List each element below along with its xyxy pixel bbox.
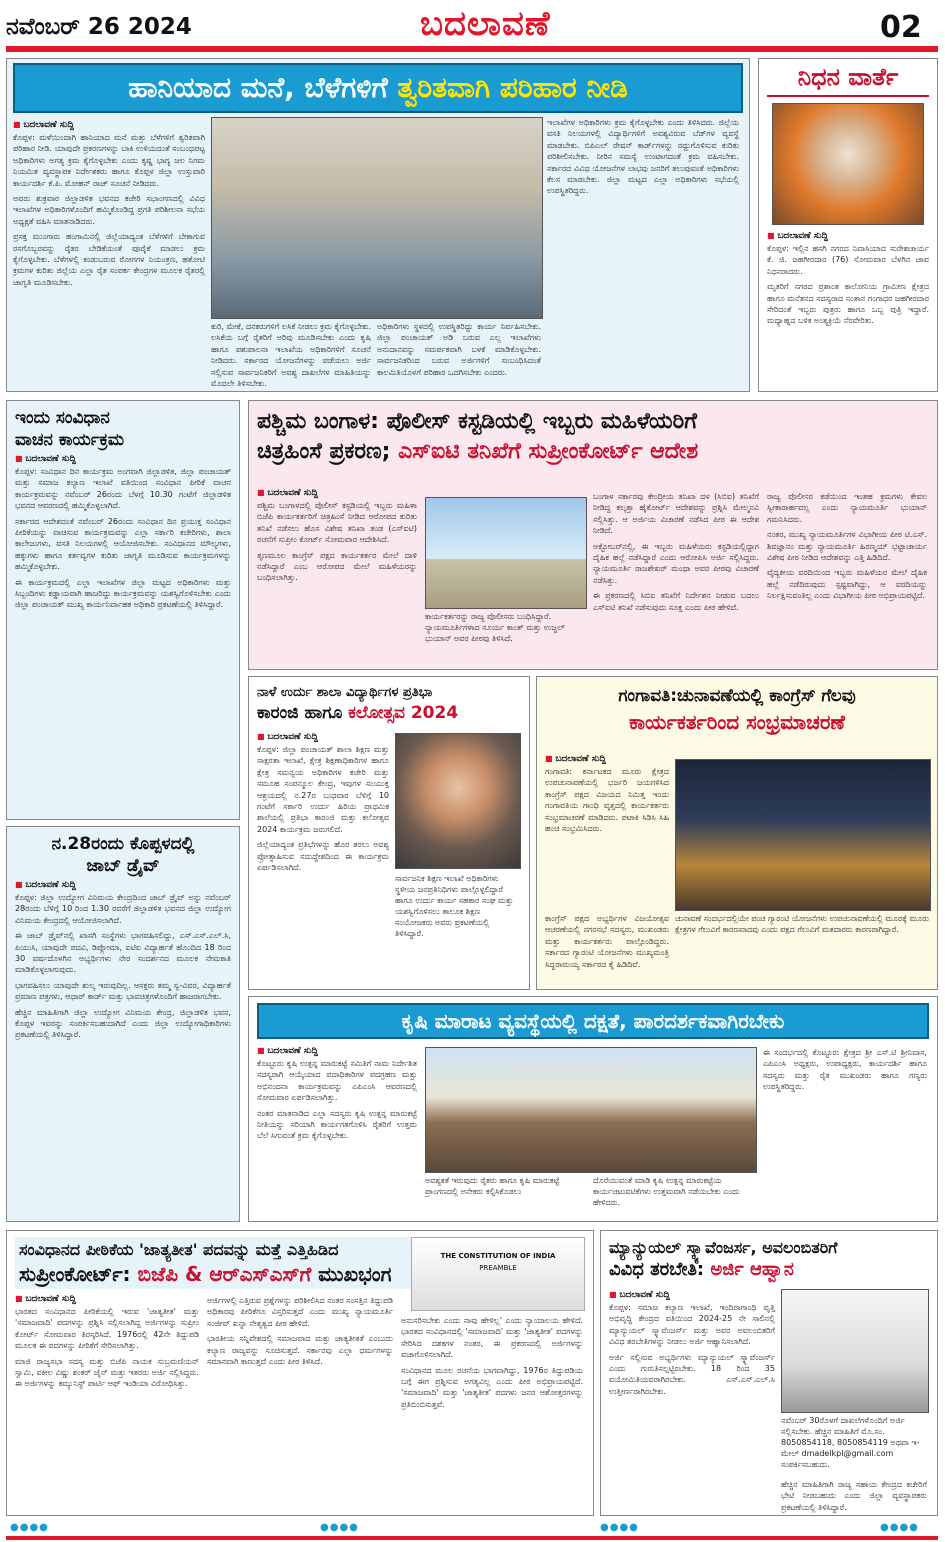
article-body: ಬಂಗಾಳ ಸರ್ಕಾರವು ಕೇಂದ್ರೀಯ ತನಿಖಾ ದಳ (ಸಿಬಿಐ) ತನಿಖೆಗೆ ನೀಡಿದ್ದ ಕಲ್ಕತ್ತಾ ಹೈಕೋರ್ಟ್ ಆದೇಶವನ್ನು ಪ್ರಶ್ನಿಸಿ ಮೇಲ್ಮನವಿ ಸಲ್ಲಿಸಿತ್ತು. ಆ ಅರ್ಜಿಯ ವಿಚಾರಣೆ ನಡೆಸಿದ ಪೀಠ ಈ ಆದೇಶ ನೀಡಿದೆ. — [593, 492, 759, 536]
preamble-image-heading: THE CONSTITUTION OF INDIA — [440, 1252, 556, 1260]
article-manual-scavengers — [600, 1230, 938, 1516]
gangavathi-headline: ಗಂಗಾವತಿ:ಚುನಾವಣೆಯಲ್ಲಿ ಕಾಂಗ್ರೆಸ್ ಗೆಲವು ಕಾರ್ಯಕರ್ತರಿಂದ ಸಂಭ್ರಮಾಚರಣೆ — [618, 686, 856, 734]
agri-meeting-photo — [425, 1047, 757, 1173]
article-body: ಈ ಜಾಬ್ ಡ್ರೈವ್‌ನಲ್ಲಿ ಖಾಸಗಿ ಸಂಸ್ಥೆಗಳು ಭಾಗವಹಿಸಲಿದ್ದು, ಎಸ್.ಎಸ್.ಎಲ್.ಸಿ, ಪಿಯುಸಿ, ಯಾವುದೇ ಪದವಿ, ಡಿಪ್ಲೋಮಾ, ಐಟಿಐ ವಿದ್ಯಾರ್ಹತೆ ಹೊಂದಿದ 18 ರಿಂದ 30 ವರ್ಷದೊಳಗಿನ ಅಭ್ಯರ್ಥಿಗಳು ನೇರ ಸಂದರ್ಶನದ ಮೂಲಕ ನೇಮಕಾತಿ ಮಾಡಿಕೊಳ್ಳಲಾಗುವುದು. — [15, 931, 231, 975]
footer-rule — [6, 1536, 938, 1540]
byline: ■ ಬದಲಾವಣೆ ಸುದ್ದಿ — [257, 1046, 417, 1056]
photo-caption: ನವೆಂಬರ್ 30ರೊಳಗೆ ದಾಖಲೆಗಳೊಂದಿಗೆ ಅರ್ಜಿ ಸಲ್ಲಿಸಬೇಕು. ಹೆಚ್ಚಿನ ಮಾಹಿತಿಗೆ ಮೊ.ಸಂ. 8050854118, 8050854119 ಅಥವಾ ಇ-ಮೇಲ್ dmadelkpl@gmail.com ಸಂಪರ್ಕಿಸಬಹುದು. — [781, 1416, 920, 1469]
byline: ■ ಬದಲಾವಣೆ ಸುದ್ದಿ — [15, 880, 231, 890]
article-body: ಈ ಸಂದರ್ಭದಲ್ಲಿ ಕೊಟ್ಟೂರು ಕ್ಷೇತ್ರದ ಶ್ರೀ ಎಸ್.ಟಿ ಶ್ರೀನಿವಾಸ, ಎಪಿಎಂಸಿ ಅಧ್ಯಕ್ಷರು, ಉಪಾಧ್ಯಕ್ಷರು, ಕಾರ್ಯದರ್ಶಿ ಹಾಗೂ ಸದಸ್ಯರು ಮತ್ತು ರೈತ ಮುಖಂಡರು ಹಾಗೂ ಗಣ್ಯರು ಉಪಸ್ಥಿತರಿದ್ದರು. — [763, 1048, 927, 1092]
article-constitution-reading — [6, 400, 240, 820]
article-body: ಇಲಾಖೆಗಳ ಅಧಿಕಾರಿಗಳು ಕ್ರಮ ಕೈಗೊಳ್ಳಬೇಕು ಎಂದು ತಿಳಿಸಿದರು. ಜಿಲ್ಲೆಯ ವಸತಿ ನಿಲಯಗಳಲ್ಲಿ ವಿದ್ಯಾರ್ಥಿಗಳಿಗೆ ಅವಶ್ಯವಿರುವ ಬೆಡ್‌ಗಳ ವ್ಯವಸ್ಥೆ ಮಾಡಬೇಕು. ಬಿಪಿಎಲ್ ರೇಷನ್ ಕಾರ್ಡ್‌ಗಳನ್ನು ರದ್ದುಗೊಳಿಸುವ ಕುರಿತು ಪರಿಶೀಲಿಸಬೇಕು. ನೀರಿನ ಸಮಸ್ಯೆ ಉಂಟಾಗದಂತೆ ಕ್ರಮ ವಹಿಸಬೇಕು. ಸರ್ಕಾರದ ವಿವಿಧ ಯೋಜನೆಗಳ ಲಾಭವು ಜನರಿಗೆ ತಲುಪುವಂತೆ ಅಧಿಕಾರಿಗಳು ಕೆಲಸ ಮಾಡಬೇಕು. ಜಿಲ್ಲಾ ಮಟ್ಟದ ಎಲ್ಲಾ ಅಧಿಕಾರಿಗಳು ಸಭೆಯಲ್ಲಿ ಉಪಸ್ಥಿತರಿದ್ದರು. — [547, 118, 739, 196]
article-body: ಮಾಜಿ ರಾಜ್ಯಸಭಾ ಸದಸ್ಯ ಮತ್ತು ಬಿಜೆಪಿ ನಾಯಕ ಸುಬ್ರಮಣಿಯನ್ ಸ್ವಾಮಿ, ವಕೀಲ ವಿಷ್ಣು ಶಂಕರ್ ಜೈನ್ ಮತ್ತು ಇತರರು ಅರ್ಜಿ ಸಲ್ಲಿಸಿದ್ದರು. ಈ ಅರ್ಜಿಗಳನ್ನು ಕಮ್ಯುನಿಸ್ಟ್ ಪಾರ್ಟಿ ಆಫ್ ಇಂಡಿಯಾ ವಿರೋಧಿಸಿತ್ತು. — [15, 1356, 199, 1389]
footer-dots-center: ●●●● — [320, 1522, 359, 1533]
article-compensation — [6, 58, 750, 392]
obituary-photo — [772, 103, 924, 225]
obituary — [758, 58, 938, 392]
byline: ■ ಬದಲಾವಣೆ ಸುದ್ದಿ — [609, 1290, 775, 1300]
article-body: ಕೊಪ್ಪಳ: ಸಮಾಜ ಕಲ್ಯಾಣ ಇಲಾಖೆ, ಇಂದಿರಾಗಾಂಧಿ ವೃತ್ತಿ ಅಭಿವೃದ್ಧಿ ಕೇಂದ್ರದ ವತಿಯಿಂದ 2024-25 ನೇ ಸಾಲಿನಲ್ಲಿ ಮ್ಯಾನ್ಯುಯಲ್ ಸ್ಕ್ಯಾವೆಂಜರ್ಸ್ ಮತ್ತು ಅವರ ಅವಲಂಬಿತರಿಗೆ ವಿವಿಧ ತರಬೇತಿಗಳನ್ನು ನೀಡಲು ಅರ್ಜಿ ಆಹ್ವಾನಿಸಲಾಗಿದೆ. — [609, 1303, 775, 1347]
article-body: ನಂತರ, ಮುಖ್ಯ ನ್ಯಾಯಮೂರ್ತಿಗಳ ವಿಭಾಗೀಯ ಪೀಠ ಟಿ.ಎಸ್. ಶಿವಜ್ಞಾನಂ ಮತ್ತು ನ್ಯಾಯಮೂರ್ತಿ ಹಿರಣ್ಮಯ್ ಭಟ್ಟಾಚಾರ್ಯ ವಿಶೇಷ ಪೀಠ ನೀಡಿದ ಆದೇಶವನ್ನು ಎತ್ತಿ ಹಿಡಿದಿದೆ. — [767, 530, 927, 563]
article-body: ಅನುಸರಿಸಬೇಕು ಎಂದು ನಾವು ಹೇಳಿಲ್ಲ' ಎಂದು ನ್ಯಾಯಾಲಯ ಹೇಳಿದೆ. ಭಾರತದ ಸಂವಿಧಾನದಲ್ಲಿ 'ಸಮಾಜವಾದಿ' ಮತ್ತು 'ಜಾತ್ಯತೀತ' ಪದಗಳನ್ನು ಸೇರಿಸಿದ ದಶಕಗಳ ನಂತರ, ಈ ಪ್ರಕರಣದಲ್ಲಿ ಅರ್ಜಿಗಳನ್ನು ವಜಾಗೊಳಿಸಲಾಗಿದೆ. — [401, 1316, 583, 1360]
constitution-preamble-image — [411, 1237, 585, 1311]
byline: ■ ಬದಲಾವಣೆ ಸುದ್ದಿ — [257, 732, 389, 742]
preamble-image-subheading: PREAMBLE — [479, 1264, 517, 1272]
article-compensation-headline: ಹಾನಿಯಾದ ಮನೆ, ಬೆಳೆಗಳಿಗೆ ತ್ವರಿತವಾಗಿ ಪರಿಹಾರ ನೀಡಿ — [13, 63, 743, 113]
photo-caption: ಅವಶ್ಯಕತೆ ಇರುವುದು ರೈತರು ಹಾಗೂ ಕೃಷಿ ಮಾರುಕಟ್ಟೆ ಪ್ರಾಂಗಣದಲ್ಲಿ ಅನೇಕರು ಕಲ್ಪಿಸಿಕೊಡಲು — [425, 1176, 560, 1196]
agri-market-headline: ಕೃಷಿ ಮಾರಾಟ ವ್ಯವಸ್ಥೆಯಲ್ಲಿ ದಕ್ಷತೆ, ಪಾರದರ್ಶಕವಾಗಿರಬೇಕು — [257, 1003, 929, 1039]
article-body: ಹೆಚ್ಚಿನ ಮಾಹಿತಿಗಾಗಿ ರಾಜ್ಯ ಸಹಾಯ ಕೇಂದ್ರದ ಕಚೇರಿಗೆ ಭೇಟಿ ನೀಡಬಹುದು ಎಂದು ಜಿಲ್ಲಾ ವ್ಯವಸ್ಥಾಪಕರು ಪ್ರಕಟಣೆಯಲ್ಲಿ ತಿಳಿಸಿದ್ದಾರೆ. — [781, 1480, 927, 1512]
article-body: ಭಾಗವಹಿಸಲು ಯಾವುದೇ ಶುಲ್ಕ ಇರುವುದಿಲ್ಲ. ಆಸಕ್ತರು ತಮ್ಮ ಸ್ವ-ವಿವರ, ವಿದ್ಯಾರ್ಹತೆ ಪ್ರಮಾಣ ಪತ್ರಗಳು, ಆಧಾರ್ ಕಾರ್ಡ್ ಮತ್ತು ಭಾವಚಿತ್ರಗಳೊಂದಿಗೆ ಹಾಜರಾಗಬೇಕು. — [15, 980, 231, 1002]
secular-verdict-headline: ಸಂವಿಧಾನದ ಪೀಠಿಕೆಯ 'ಜಾತ್ಯತೀತ' ಪದವನ್ನು ಮತ್ತೆ ಎತ್ತಿಹಿಡಿದ ಸುಪ್ರೀಂಕೋರ್ಟ್: ಬಿಜೆಪಿ & ಆರ್‌ಎಸ್‌ಎಸ್‌ಗೆ ಮುಖಭಂಗ — [15, 1237, 415, 1289]
masthead-title: ಬದಲಾವಣೆ — [420, 4, 551, 44]
issue-date: ನವೆಂಬರ್ 26 2024 — [6, 14, 192, 40]
article-body: ತೃಣಮೂಲ ಕಾಂಗ್ರೆಸ್ ಪಕ್ಷದ ಕಾರ್ಯಕರ್ತರ ಮೇಲೆ ದಾಳಿ ನಡೆಸಿದ್ದಾರೆ ಎಂಬ ಆರೋಪದ ಮೇಲೆ ಮಹಿಳೆಯರನ್ನು ಬಂಧಿಸಲಾಗಿತ್ತು. — [257, 550, 417, 583]
west-bengal-headline: ಪಶ್ಚಿಮ ಬಂಗಾಳ: ಪೊಲೀಸ್ ಕಸ್ಟಡಿಯಲ್ಲಿ ಇಬ್ಬರು ಮಹಿಳೆಯರಿಗೆ ಚಿತ್ರಹಿಂಸೆ ಪ್ರಕರಣ; ಎಸ್‌ಐಟಿ ತನಿಖೆಗೆ ಸುಪ್ರೀಂಕೋರ್ಟ್ ಆದೇಶ — [257, 409, 699, 464]
article-secular-verdict — [6, 1230, 594, 1516]
article-body: ಕಾಂಗ್ರೆಸ್ ಪಕ್ಷದ ಅಭ್ಯರ್ಥಿಗಳ ವಿಜಯೋತ್ಸವ ಆಚರಣೆಯಲ್ಲಿ ನಗರಸಭೆ ಸದಸ್ಯರು, ಮುಖಂಡರು ಮತ್ತು ಕಾರ್ಯಕರ್ತರು ಪಾಲ್ಗೊಂಡಿದ್ದರು. ಸರ್ಕಾರದ ಗ್ಯಾರಂಟಿ ಯೋಜನೆಗಳು ಮುಖ್ಯಮಂತ್ರಿ ಸಿದ್ದರಾಮಯ್ಯ ಸರ್ಕಾರದ ಕೈ ಹಿಡಿದಿವೆ. — [545, 914, 669, 969]
article-body: ಅರ್ಜಿ ಸಲ್ಲಿಸುವ ಅಭ್ಯರ್ಥಿಗಳು ಮ್ಯಾನ್ಯುಯಲ್ ಸ್ಕ್ಯಾವೆಂಜರ್ಸ್ ಎಂದು ಗುರುತಿಸಲ್ಪಟ್ಟಿರಬೇಕು. 18 ರಿಂದ 35 ವಯೋಮಿತಿಯವರಾಗಿರಬೇಕು. ಎಸ್.ಎಸ್.ಎಲ್.ಸಿ ಉತ್ತೀರ್ಣರಾಗಿರಬೇಕು. — [609, 1352, 775, 1396]
obituary-heading: ನಿಧನ ವಾರ್ತೆ — [767, 63, 929, 97]
article-gangavathi — [536, 676, 938, 990]
job-drive-headline: ನ.28ರಂದು ಕೊಪ್ಪಳದಲ್ಲಿ ಜಾಬ್ ಡ್ರೈವ್ — [51, 834, 195, 876]
supreme-court-photo — [425, 497, 587, 609]
meeting-photo — [211, 117, 543, 319]
article-body: ಹೆಚ್ಚಿನ ಮಾಹಿತಿಗಾಗಿ ಜಿಲ್ಲಾ ಉದ್ಯೋಗ ವಿನಿಮಯ ಕೇಂದ್ರ, ಜಿಲ್ಲಾಡಳಿತ ಭವನ, ಕೊಪ್ಪಳ ಇವರನ್ನು ಸಂಪರ್ಕಿಸಬಹುದಾಗಿದೆ ಎಂದು ಜಿಲ್ಲಾ ಉದ್ಯೋಗಾಧಿಕಾರಿಗಳು ಪ್ರಕಟಣೆಯಲ್ಲಿ ತಿಳಿಸಿದ್ದಾರೆ. — [15, 1007, 231, 1040]
footer-dots-left: ●●●● — [10, 1522, 49, 1533]
article-body: ಕೊಪ್ಪಳ: ಮಳೆಯಿಂದಾಗಿ ಹಾನಿಯಾದ ಮನೆ ಮತ್ತು ಬೆಳೆಗಳಿಗೆ ತ್ವರಿತವಾಗಿ ಪರಿಹಾರ ನೀಡಿ. ಯಾವುದೇ ಪ್ರಕರಣಗಳನ್ನು ಬಾಕಿ ಉಳಿಯದಂತೆ ಸಂಬಂಧಪಟ್ಟ ಅಧಿಕಾರಿಗಳು ಅಗತ್ಯ ಕ್ರಮ ಕೈಗೊಳ್ಳಬೇಕು ಎಂದು ಕೃಷ್ಣ ಭಾಗ್ಯ ಜಲ ನಿಗಮ ನಿಯಮಿತ ವ್ಯವಸ್ಥಾಪಕ ನಿರ್ದೇಶಕರು ಹಾಗೂ ಕೊಪ್ಪಳ ಜಿಲ್ಲಾ ಉಸ್ತುವಾರಿ ಕಾರ್ಯದರ್ಶಿ ಕೆ.ಪಿ. ಮೋಹನ್ ರಾಜ್ ಸೂಚನೆ ನೀಡಿದರು. ಅವರು ಶುಕ್ರವಾರ ಜಿಲ್ಲಾಡಳಿತ ಭವನದ ಕಚೇರಿ ಸಭಾಂಗಣದಲ್ಲಿ ವಿವಿಧ ಇಲಾಖೆಗಳ ಅಧಿಕಾರಿಗಳೊಂದಿಗೆ ಹಮ್ಮಿಕೊಂಡಿದ್ದ ಪ್ರಗತಿ ಪರಿಶೀಲನಾ ಸಭೆಯ ಅಧ್ಯಕ್ಷತೆ ವಹಿಸಿ ಮಾತನಾಡಿದರು. ಪ್ರಸಕ್ತ ಮುಂಗಾರು ಹಂಗಾಮಿನಲ್ಲಿ ಜಿಲ್ಲೆಯಾದ್ಯಂತ ಬೆಳೆಗಳಿಗೆ ಬೇಕಾಗುವ ರಸಗೊಬ್ಬರವನ್ನು ರೈತರ ಬೇಡಿಕೆಯಂತೆ ಪೂರೈಕೆ ಮಾಡಲು ಕ್ರಮ ಕೈಗೊಳ್ಳಬೇಕು. ಬೆಳೆಗಳಲ್ಲಿ ಕಂಡುಬರುವ ರೋಗಗಳ ನಿಯಂತ್ರಣ, ಹತೋಟಿ ಕ್ರಮಗಳ ಕುರಿತು ಜಿಲ್ಲೆಯ ಎಲ್ಲಾ ರೈತ ಸಂಪರ್ಕ ಕೇಂದ್ರಗಳ ಮೂಲಕ ರೈತರಲ್ಲಿ ಜಾಗೃತಿ ಮೂಡಿಸಬೇಕು. — [13, 133, 205, 287]
article-body: ಅಧಿಕಾರಿಗಳು ಸ್ಥಳದಲ್ಲಿ ಉಪಸ್ಥಿತರಿದ್ದು ಕಾರ್ಯ ನಿರ್ವಹಿಸಬೇಕು. ಜಿಲ್ಲಾ ಪಂಚಾಯತ್ ಅಡಿ ಬರುವ ಎಲ್ಲ ಇಲಾಖೆಗಳು ಅನುದಾನವನ್ನು ಸಮರ್ಪಕವಾಗಿ ಬಳಕೆ ಮಾಡಿಕೊಳ್ಳಬೇಕು. ಸಾರ್ವಜನಿಕರಿಂದ ಬರುವ ಅರ್ಜಿಗಳಿಗೆ ಸಂಬಂಧಿಸಿದಂತೆ ಕಾಲಮಿತಿಯೊಳಗೆ ಪರಿಹಾರ ಒದಗಿಸಬೇಕು ಎಂದರು. — [377, 322, 541, 377]
article-body: ರಾಜ್ಯ ಪೊಲೀಸರ ಕಡೆಯಿಂದ ಇಂತಹ ಕ್ರಮಗಳು ಕೇವಲ ಸ್ವೀಕಾರಾರ್ಹವಲ್ಲ ಎಂದು ನ್ಯಾಯಮೂರ್ತಿ ಭುಯಾನ್ ಗಮನಿಸಿದರು. — [767, 492, 927, 524]
article-body: ಗಂಗಾವತಿ: ಕರ್ನಾಟಕದ ಮೂರು ಕ್ಷೇತ್ರದ ಉಪಚುನಾವಣೆಯಲ್ಲಿ ಭರ್ಜರಿ ಜಯಗಳಿಸಿದ ಕಾಂಗ್ರೆಸ್ ಪಕ್ಷದ ವಿಜಯದ ನಿಮಿತ್ತ ಇಂದು ಗಂಗಾವತಿಯ ಗಾಂಧಿ ವೃತ್ತದಲ್ಲಿ ಕಾರ್ಯಕರ್ತರು ಸಂಭ್ರಮಾಚರಣೆ ಮಾಡಿದರು. ಪಟಾಕಿ ಸಿಡಿಸಿ ಸಿಹಿ ಹಂಚಿ ಸಂಭ್ರಮಿಸಿದರು. — [545, 767, 669, 834]
article-body: ನಂತರ ಮಾತನಾಡಿದ ಎಲ್ಲಾ ಸದಸ್ಯರು ಕೃಷಿ ಉತ್ಪನ್ನ ಮಾರುಕಟ್ಟೆ ನೀತಿಯನ್ನು ಸರಿಯಾಗಿ ಕಾರ್ಯಗತಗೊಳಿಸಿ ರೈತರಿಗೆ ಉತ್ತಮ ಬೆಲೆ ಸಿಗುವಂತೆ ಕ್ರಮ ಕೈಗೊಳ್ಳಬೇಕು. — [257, 1108, 417, 1141]
person-photo — [395, 733, 521, 869]
article-job-drive — [6, 826, 240, 1222]
byline: ■ ಬದಲಾವಣೆ ಸುದ್ದಿ — [15, 1294, 199, 1304]
scavenger-illustration — [781, 1289, 929, 1413]
article-body: ಕೊಪ್ಪಳ: ಜಿಲ್ಲಾ ಉದ್ಯೋಗ ವಿನಿಮಯ ಕೇಂದ್ರದಿಂದ ಜಾಬ್ ಡ್ರೈವ್ ಅನ್ನು ನವೆಂಬರ್ 28ರಂದು ಬೆಳಿಗ್ಗೆ 10 ರಿಂದ 1.30 ರವರೆಗೆ ಜಿಲ್ಲಾಡಳಿತ ಭವನದ ಜಿಲ್ಲಾ ಉದ್ಯೋಗ ವಿನಿಮಯ ಕೇಂದ್ರದಲ್ಲಿ ಆಯೋಜಿಸಲಾಗಿದೆ. — [15, 893, 231, 925]
byline: ■ ಬದಲಾವಣೆ ಸುದ್ದಿ — [767, 231, 929, 241]
article-body: ಜಿಲ್ಲೆಯಾದ್ಯಂತ ಪ್ರತಿಭೆಗಳನ್ನು ಹೊರ ತರಲು ಅವಶ್ಯ ಪ್ರೋತ್ಸಾಹಿಸುವ ಸದುದ್ದೇಶದಿಂದ ಈ ಕಾರ್ಯಕ್ರಮ ಏರ್ಪಡಿಸಲಾಗಿದೆ. — [257, 840, 389, 873]
article-agri-market — [248, 996, 938, 1222]
article-body: ಅರ್ಜಿಗಳಲ್ಲಿ ಎತ್ತಿರುವ ಪ್ರಶ್ನೆಗಳನ್ನು ಪರಿಶೀಲಿಸಿದ ನಂತರ ಸಂಸತ್ತಿನ ತಿದ್ದುಪಡಿ ಅಧಿಕಾರವು ಪೀಠಿಕೆಗೂ ವಿಸ್ತರಿಸುತ್ತದೆ ಎಂದು ಮುಖ್ಯ ನ್ಯಾಯಮೂರ್ತಿ ಸಂಜೀವ್ ಖನ್ನಾ ನೇತೃತ್ವದ ಪೀಠ ಹೇಳಿದೆ. — [207, 1296, 394, 1328]
article-body: ಸರ್ಕಾರದ ಆದೇಶದಂತೆ ನವೆಂಬರ್ 26ರಂದು ಸಂವಿಧಾನ ದಿನ ಪ್ರಯುಕ್ತ ಸಂವಿಧಾನ ಪೀಠಿಕೆಯನ್ನು ವಾಚಿಸುವ ಕಾರ್ಯಕ್ರಮವನ್ನು ಎಲ್ಲಾ ಸರ್ಕಾರಿ ಕಚೇರಿಗಳು, ಶಾಲಾ ಕಾಲೇಜುಗಳು, ವಸತಿ ನಿಲಯಗಳಲ್ಲಿ ಆಯೋಜಿಸಬೇಕು. ಸಂವಿಧಾನದ ಮೌಲ್ಯಗಳು, ಹಕ್ಕುಗಳು ಹಾಗೂ ಕರ್ತವ್ಯಗಳ ಕುರಿತು ಜಾಗೃತಿ ಮೂಡಿಸುವ ಕಾರ್ಯಕ್ರಮಗಳನ್ನು ಹಮ್ಮಿಕೊಳ್ಳಬೇಕು. — [15, 516, 231, 572]
celebration-photo — [675, 759, 931, 911]
photo-caption: ದೊರೆಯುವಂತೆ ಮಾಡಿ ಕೃಷಿ ಉತ್ಪನ್ನ ಮಾರುಕಟ್ಟೆಯ ಕಾರ್ಯಚಟುವಟಿಕೆಗಳು ಉತ್ತಮವಾಗಿ ನಡೆಯಬೇಕು ಎಂದು ಹೇಳಿದರು. — [593, 1176, 740, 1207]
obituary-text: ಮೃತರಿಗೆ ನಗರದ ಪ್ರಶಾಂತ ಕಾಲೋನಿಯ ಗ್ರಾಮೀಣ ಕ್ಷೇತ್ರದ ಹಾಗೂ ಮನೆತನದ ಸದಸ್ಯರಾದ ಸಂತಾನ ಗಂಗಾಧರ ಜಹಗೀರದಾರ ಸೇರಿದಂತೆ ಇಬ್ಬರು ಪುತ್ರರು ಹಾಗೂ ಒಬ್ಬ ಪುತ್ರಿ ಇದ್ದಾರೆ. ಮಧ್ಯಾಹ್ನದ ಬಳಿಕ ಅಂತ್ಯಕ್ರಿಯೆ ನೆರವೇರಿತು. — [767, 282, 929, 326]
page-number: 02 — [880, 10, 922, 45]
byline: ■ ಬದಲಾವಣೆ ಸುದ್ದಿ — [545, 754, 669, 764]
obituary-text: ಕೊಪ್ಪಳ: ಇಲ್ಲಿನ ಹಸಗಿ ನಗರದ ನಿವಾಸಿಯಾದ ಸುರೇಶಚಾರ್ಯ ಕೆ. ಜಿ. ಜಹಗೀರದಾರ (76) ಸೋಮವಾರ ಬೆಳಗಿನ ಜಾವ ನಿಧನರಾದರು. — [767, 244, 929, 276]
article-body: ವೈದ್ಯಕೀಯ ವರದಿಯಿಂದ ಇಬ್ಬರು ಮಹಿಳೆಯರ ಮೇಲೆ ದೈಹಿಕ ಹಲ್ಲೆ ನಡೆದಿರುವುದು ಸ್ಪಷ್ಟವಾಗಿದ್ದು, ಆ ವರದಿಯನ್ನು ನಿರ್ಲಕ್ಷಿಸುವಂತಿಲ್ಲ ಎಂದು ವಿಭಾಗೀಯ ಪೀಠ ಅಭಿಪ್ರಾಯಪಟ್ಟಿದೆ. — [767, 568, 927, 601]
urdu-school-headline: ನಾಳೆ ಉರ್ದು ಶಾಲಾ ವಿದ್ಯಾರ್ಥಿಗಳ ಪ್ರತಿಭಾ ಕಾರಂಜಿ ಹಾಗೂ ಕಲೋತ್ಸವ 2024 — [257, 685, 459, 723]
article-body: ಸಂವಿಧಾನದ ಮೂಲ ರಚನೆಯ ಭಾಗವಾಗಿದ್ದು, 1976ರ ತಿದ್ದುಪಡಿಯ ಬಗ್ಗೆ ಈಗ ಪ್ರಶ್ನಿಸುವ ಅಗತ್ಯವಿಲ್ಲ ಎಂದು ಪೀಠ ಅಭಿಪ್ರಾಯಪಟ್ಟಿದೆ. 'ಸಮಾಜವಾದಿ' ಮತ್ತು 'ಜಾತ್ಯತೀತ' ಪದಗಳು ಜನರ ಆಶೋತ್ತರಗಳನ್ನು ಪ್ರತಿಬಿಂಬಿಸುತ್ತವೆ. — [401, 1365, 583, 1409]
footer-dots-far-right: ●●●● — [880, 1522, 919, 1533]
byline: ■ ಬದಲಾವಣೆ ಸುದ್ದಿ — [257, 488, 417, 498]
photo-caption: ಸಾರ್ವಜನಿಕ ಶಿಕ್ಷಣ ಇಲಾಖೆ ಅಧಿಕಾರಿಗಳು ಸ್ಥಳೀಯ ಜನಪ್ರತಿನಿಧಿಗಳು ಪಾಲ್ಗೊಳ್ಳಲಿದ್ದಾರೆ ಹಾಗೂ ಉರ್ದು ಕಾರ್ಯ ಸಹಕಾರ ಸಂಘ ಮತ್ತು ಯಶಸ್ವಿಗೊಳಿಸಲು ತಾಲೂಕ ಶಿಕ್ಷಣ ಸಂಯೋಜಕರು ಅವರು ಪ್ರಕಟಣೆಯಲ್ಲಿ ತಿಳಿಸಿದ್ದಾರೆ. — [395, 874, 514, 938]
manual-scavengers-headline: ಮ್ಯಾನ್ಯುಯಲ್ ಸ್ಕ್ಯಾವೆಂಜರ್ಸ, ಅವಲಂಬಿತರಿಗೆ ವಿವಿಧ ತರಬೇತಿ: ಅರ್ಜಿ ಆಹ್ವಾನ — [609, 1238, 838, 1280]
article-urdu-school — [248, 676, 530, 990]
article-body: ಕೊಪ್ಪಳ: ಸಂವಿಧಾನ ದಿನ ಕಾರ್ಯಕ್ರಮ ಅಂಗವಾಗಿ ಜಿಲ್ಲಾಡಳಿತ, ಜಿಲ್ಲಾ ಪಂಚಾಯತ್ ಮತ್ತು ಸಮಾಜ ಕಲ್ಯಾಣ ಇಲಾಖೆ ವತಿಯಿಂದ ಸಂವಿಧಾನ ಪೀಠಿಕೆ ವಾಚನ ಕಾರ್ಯಕ್ರಮವನ್ನು ನವೆಂಬರ್ 26ರಂದು ಬೆಳಗ್ಗೆ 10.30 ಗಂಟೆಗೆ ಜಿಲ್ಲಾಡಳಿತ ಭವನದ ಆವರಣದಲ್ಲಿ ಹಮ್ಮಿಕೊಳ್ಳಲಾಗಿದೆ. — [15, 467, 231, 511]
article-body: ಕೊಪ್ಪಳ: ಜಿಲ್ಲಾ ಪಂಚಾಯತ್ ಶಾಲಾ ಶಿಕ್ಷಣ ಮತ್ತು ಸಾಕ್ಷರತಾ ಇಲಾಖೆ, ಕ್ಷೇತ್ರ ಶಿಕ್ಷಣಾಧಿಕಾರಿಗಳ ಹಾಗೂ ಕ್ಷೇತ್ರ ಸಮನ್ವಯ ಅಧಿಕಾರಿಗಳ ಕಚೇರಿ ಮತ್ತು ಸಮೂಹ ಸಂಪನ್ಮೂಲ ಕೇಂದ್ರ, ಇವುಗಳ ಸಂಯುಕ್ತ ಆಶ್ರಯದಲ್ಲಿ ನ.27ರ ಬುಧವಾರ ಬೆಳಿಗ್ಗೆ 10 ಗಂಟೆಗೆ ಸರ್ಕಾರಿ ಉರ್ದು ಹಿರಿಯ ಪ್ರಾಥಮಿಕ ಶಾಲೆಯಲ್ಲಿ ಪ್ರತಿಭಾ ಕಾರಂಜಿ ಮತ್ತು ಕಲೋತ್ಸವ 2024 ಕಾರ್ಯಕ್ರಮ ಜರುಗಲಿದೆ. — [257, 745, 389, 834]
article-body: ಕೊಟ್ಟೂರು ಕೃಷಿ ಉತ್ಪನ್ನ ಮಾರುಕಟ್ಟೆ ಸಮಿತಿಗೆ ನಾಮ ನಿರ್ದೇಶಿತ ಸದಸ್ಯರಾಗಿ ಆಯ್ಕೆಯಾದ ಪದಾಧಿಕಾರಿಗಳ ಪದಗ್ರಹಣ ಮತ್ತು ಅಭಿನಂದನಾ ಕಾರ್ಯಕ್ರಮವನ್ನು ಎಪಿಎಂಸಿ ಆವರಣದಲ್ಲಿ ಸೋಮವಾರ ಏರ್ಪಡಿಸಲಾಗಿತ್ತು. — [257, 1059, 417, 1103]
footer-dots-right: ●●●● — [600, 1522, 639, 1533]
constitution-headline: ಇಂದು ಸಂವಿಧಾನ ವಾಚನ ಕಾರ್ಯಕ್ರಮ — [15, 408, 125, 450]
article-body: ಚುನಾವಣೆ ಸಂದರ್ಭದಲ್ಲಿಯೇ ಪಂಚ ಗ್ಯಾರಂಟಿ ಯೋಜನೆಗಳು ಉಪಚುನಾವಣೆಯಲ್ಲಿ ಮೂರಕ್ಕೆ ಮೂರು ಕ್ಷೇತ್ರಗಳ ಗೆಲುವಿಗೆ ಕಾರಣವಾದವು ಎಂದು ಪಕ್ಷದ ಗೆಲುವಿಗೆ ಮತದಾರರು ಕಾರಣರಾಗಿದ್ದಾರೆ. — [675, 914, 929, 935]
article-body: ಅಕ್ಟೋಬರ್‌ನಲ್ಲಿ, ಈ ಇಬ್ಬರು ಮಹಿಳೆಯರು ಕಸ್ಟಡಿಯಲ್ಲಿದ್ದಾಗ ದೈಹಿಕ ಹಲ್ಲೆ ನಡೆಸಿದ್ದಾರೆ ಎಂದು ಆರೋಪಿಸಿ ಅರ್ಜಿ ಸಲ್ಲಿಸಿದ್ದರು. ನ್ಯಾಯಮೂರ್ತಿ ರಾಜಶೇಖರ್ ಮಂಥಾ ಅವರ ಪೀಠವು ವಿಚಾರಣೆ ನಡೆಸಿತ್ತು. — [593, 541, 759, 585]
photo-caption: ಕಾರ್ಯಕರ್ತರನ್ನು ರಾಜ್ಯ ಪೊಲೀಸರು ಬಂಧಿಸಿದ್ದಾರೆ. ನ್ಯಾಯಮೂರ್ತಿಗಳಾದ ಸೂರ್ಯ ಕಾಂತ್ ಮತ್ತು ಉಜ್ಜಲ್ ಭುಯಾನ್ ಅವರ ಪೀಠವು ತಿಳಿಸಿದೆ. — [425, 612, 565, 643]
article-body: ಭಾರತದ ಸಂವಿಧಾನದ ಪೀಠಿಕೆಯಲ್ಲಿ ಇರುವ 'ಜಾತ್ಯತೀತ' ಮತ್ತು 'ಸಮಾಜವಾದಿ' ಪದಗಳನ್ನು ಪ್ರಶ್ನಿಸಿ ಸಲ್ಲಿಸಲಾಗಿದ್ದ ಅರ್ಜಿಗಳನ್ನು ಸುಪ್ರೀಂ ಕೋರ್ಟ್ ಸೋಮವಾರ ತಿರಸ್ಕರಿಸಿದೆ. 1976ರಲ್ಲಿ 42ನೇ ತಿದ್ದುಪಡಿ ಮೂಲಕ ಈ ಪದಗಳನ್ನು ಪೀಠಿಕೆಗೆ ಸೇರಿಸಲಾಗಿತ್ತು. — [15, 1307, 199, 1351]
byline: ■ ಬದಲಾವಣೆ ಸುದ್ದಿ — [13, 120, 205, 130]
header-rule — [6, 46, 938, 52]
article-body: ಪಶ್ಚಿಮ ಬಂಗಾಳದಲ್ಲಿ ಪೊಲೀಸ್ ಕಸ್ಟಡಿಯಲ್ಲಿ ಇಬ್ಬರು ಮಹಿಳಾ ಬಿಜೆಪಿ ಕಾರ್ಯಕರ್ತರಿಗೆ ಚಿತ್ರಹಿಂಸೆ ನೀಡಿದ ಆರೋಪದ ಕುರಿತು ತನಿಖೆ ನಡೆಸಲು ಹೊಸ ವಿಶೇಷ ತನಿಖಾ ತಂಡ (ಎಸ್‌ಐಟಿ) ರಚನೆಗೆ ಸುಪ್ರೀಂ ಕೋರ್ಟ್ ಸೋಮವಾರ ಆದೇಶಿಸಿದೆ. — [257, 501, 417, 545]
article-body: ಈ ಪ್ರಕರಣದಲ್ಲಿ ಸಿಬಿಐ ತನಿಖೆಗೆ ನಿರ್ದೇಶನ ನೀಡುವ ಬದಲು ಎಸ್‌ಐಟಿ ತನಿಖೆ ನಡೆಸುವುದು ಸೂಕ್ತ ಎಂದು ಪೀಠ ಹೇಳಿದೆ. — [593, 591, 759, 612]
article-body: ಈ ಕಾರ್ಯಕ್ರಮದಲ್ಲಿ ಎಲ್ಲಾ ಇಲಾಖೆಗಳ ಜಿಲ್ಲಾ ಮಟ್ಟದ ಅಧಿಕಾರಿಗಳು ಮತ್ತು ಸಿಬ್ಬಂದಿಗಳು ಕಡ್ಡಾಯವಾಗಿ ಹಾಜರಿದ್ದು ಕಾರ್ಯಕ್ರಮವನ್ನು ಯಶಸ್ವಿಗೊಳಿಸಬೇಕು ಎಂದು ಜಿಲ್ಲಾ ಪಂಚಾಯತ್ ಮುಖ್ಯ ಕಾರ್ಯನಿರ್ವಾಹಕ ಅಧಿಕಾರಿ ಪ್ರಕಟಣೆಯಲ್ಲಿ ತಿಳಿಸಿದ್ದಾರೆ. — [15, 577, 231, 610]
byline: ■ ಬದಲಾವಣೆ ಸುದ್ದಿ — [15, 454, 231, 464]
article-body: ಕುರಿ, ಮೇಕೆ, ದನಕರುಗಳಿಗೆ ಲಸಿಕೆ ನೀಡಲು ಕ್ರಮ ಕೈಗೊಳ್ಳಬೇಕು. ಲಸಿಕೆಯ ಬಗ್ಗೆ ರೈತರಿಗೆ ಅರಿವು ಮೂಡಿಸಬೇಕು ಎಂದು ಕೃಷಿ ಹಾಗೂ ಪಶುಪಾಲನಾ ಇಲಾಖೆಯ ಅಧಿಕಾರಿಗಳಿಗೆ ಸೂಚನೆ ನೀಡಿದರು. ಸರ್ಕಾರದ ಯೋಜನೆಗಳನ್ನು ಪಡೆಯಲು ಅರ್ಜಿ ಸಲ್ಲಿಸುವ ಸಾರ್ವಜನಿಕರಿಗೆ ಅವಶ್ಯ ದಾಖಲೆಗಳ ಮಾಹಿತಿಯನ್ನು ಮೊದಲೇ ತಿಳಿಸಬೇಕು. — [211, 322, 371, 389]
article-body: ಭಾರತೀಯ ಸನ್ನಿವೇಶದಲ್ಲಿ ಸಮಾಜವಾದ ಮತ್ತು ಜಾತ್ಯತೀತತೆ ಎಂಬುದು ಕಲ್ಯಾಣ ರಾಜ್ಯವನ್ನು ಸೂಚಿಸುತ್ತದೆ. ಸರ್ಕಾರವು ಎಲ್ಲಾ ಧರ್ಮಗಳನ್ನು ಸಮಾನವಾಗಿ ಕಾಣುತ್ತದೆ ಎಂದು ಪೀಠ ತಿಳಿಸಿದೆ. — [207, 1334, 393, 1367]
article-west-bengal — [248, 400, 938, 670]
